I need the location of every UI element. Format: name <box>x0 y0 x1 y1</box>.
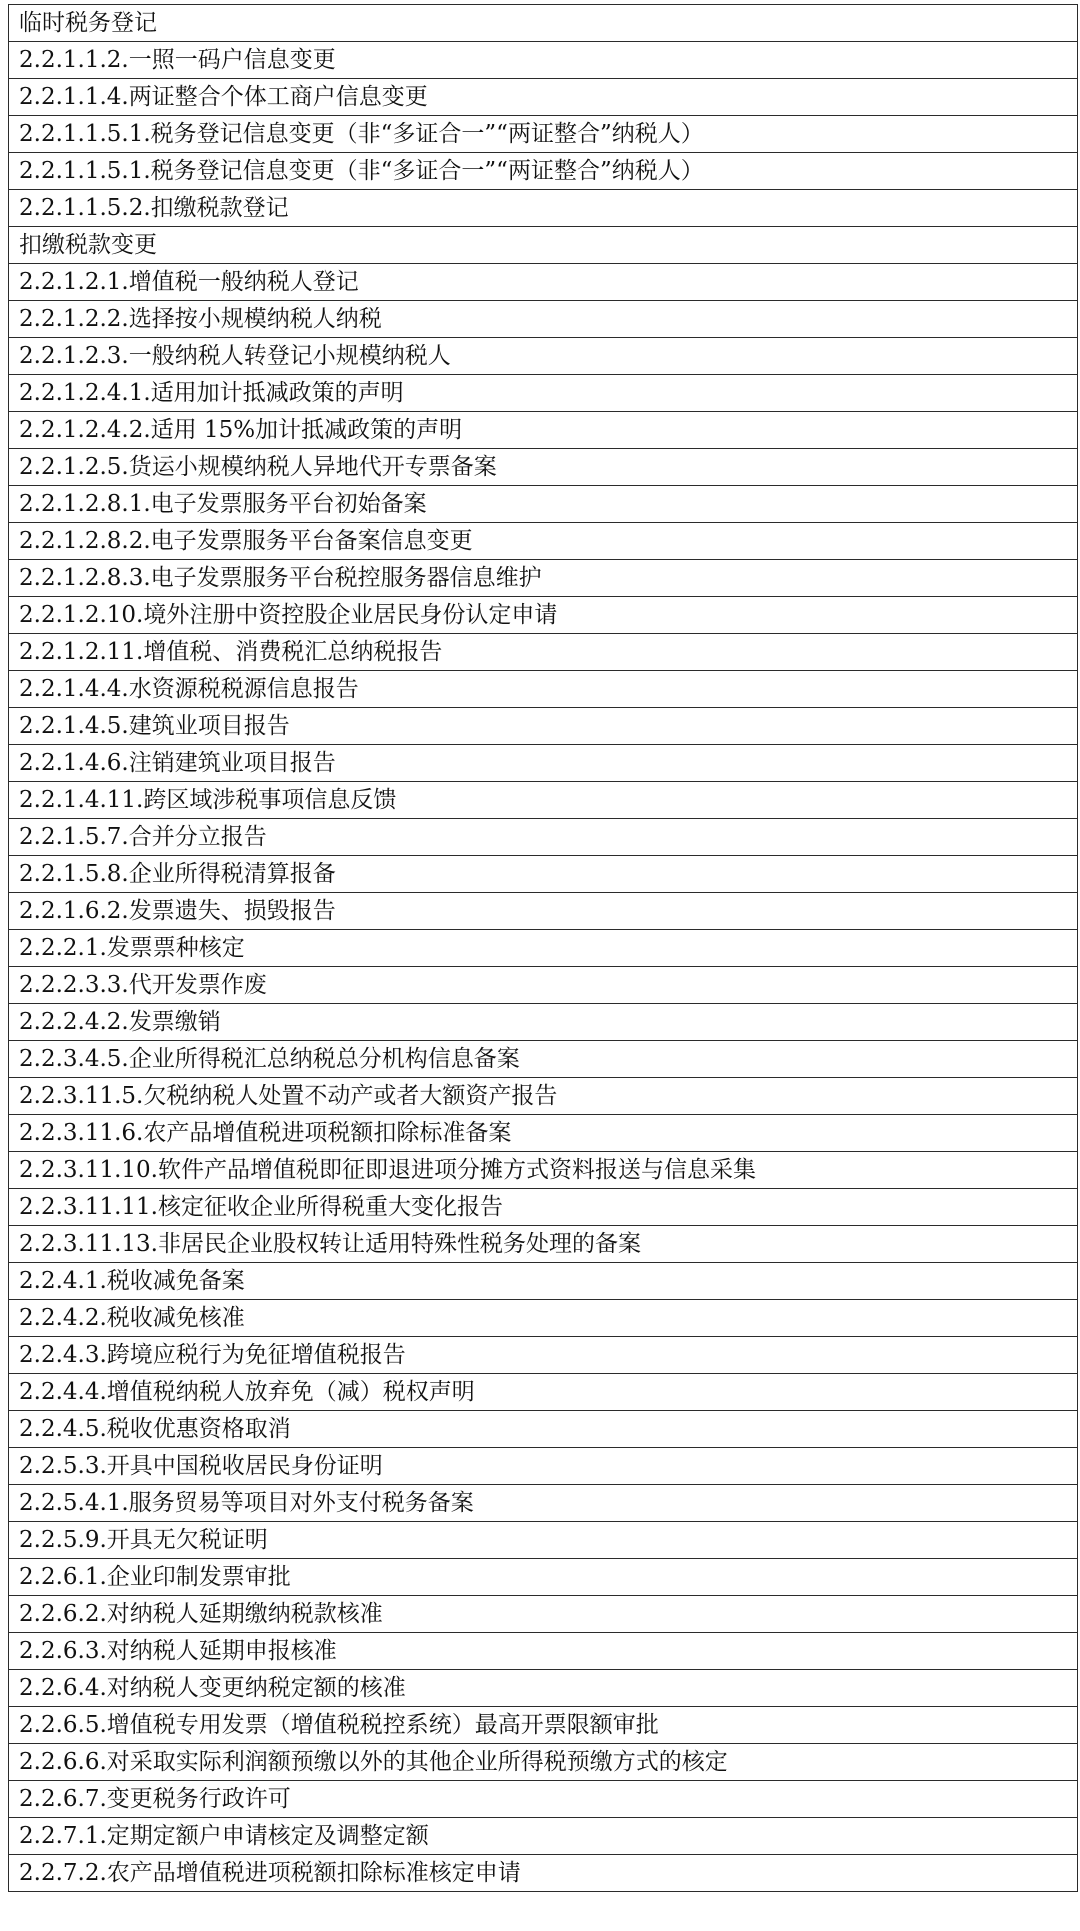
table-cell: 2.2.1.2.1.增值税一般纳税人登记 <box>9 264 1078 301</box>
table-cell: 2.2.1.1.2.一照一码户信息变更 <box>9 42 1078 79</box>
table-row <box>9 1115 1078 1152</box>
table-row <box>9 1152 1078 1189</box>
table-row <box>9 1596 1078 1633</box>
table-cell: 2.2.5.4.1.服务贸易等项目对外支付税务备案 <box>9 1485 1078 1522</box>
table-row <box>9 1300 1078 1337</box>
table-row <box>9 671 1078 708</box>
table-row <box>9 634 1078 671</box>
table-row <box>9 1855 1078 1892</box>
table-row <box>9 1263 1078 1300</box>
table-cell: 2.2.4.2.税收减免核准 <box>9 1300 1078 1337</box>
table-row <box>9 1226 1078 1263</box>
table-cell: 2.2.1.4.6.注销建筑业项目报告 <box>9 745 1078 782</box>
table-cell: 2.2.1.1.5.1.税务登记信息变更（非“多证合一”“两证整合”纳税人） <box>9 116 1078 153</box>
table-cell: 2.2.6.6.对采取实际利润额预缴以外的其他企业所得税预缴方式的核定 <box>9 1744 1078 1781</box>
table-cell: 2.2.1.1.5.1.税务登记信息变更（非“多证合一”“两证整合”纳税人） <box>9 153 1078 190</box>
table-row <box>9 1559 1078 1596</box>
table-cell: 2.2.4.3.跨境应税行为免征增值税报告 <box>9 1337 1078 1374</box>
table-row <box>9 42 1078 79</box>
table-row <box>9 523 1078 560</box>
table-row <box>9 1744 1078 1781</box>
table-row <box>9 1818 1078 1855</box>
table-row <box>9 1041 1078 1078</box>
table-cell: 2.2.1.2.8.1.电子发票服务平台初始备案 <box>9 486 1078 523</box>
table-row <box>9 1485 1078 1522</box>
table-row <box>9 560 1078 597</box>
table-cell: 2.2.4.1.税收减免备案 <box>9 1263 1078 1300</box>
table-cell: 2.2.1.1.5.2.扣缴税款登记 <box>9 190 1078 227</box>
table-cell: 2.2.7.1.定期定额户申请核定及调整定额 <box>9 1818 1078 1855</box>
table-row <box>9 264 1078 301</box>
table-row <box>9 930 1078 967</box>
table-row <box>9 745 1078 782</box>
table-cell: 2.2.1.6.2.发票遗失、损毁报告 <box>9 893 1078 930</box>
table-cell: 2.2.6.7.变更税务行政许可 <box>9 1781 1078 1818</box>
table-cell: 2.2.1.2.3.一般纳税人转登记小规模纳税人 <box>9 338 1078 375</box>
table-row <box>9 412 1078 449</box>
table-cell: 2.2.1.2.8.2.电子发票服务平台备案信息变更 <box>9 523 1078 560</box>
table-cell: 2.2.3.11.5.欠税纳税人处置不动产或者大额资产报告 <box>9 1078 1078 1115</box>
table-cell: 2.2.4.5.税收优惠资格取消 <box>9 1411 1078 1448</box>
table-cell: 2.2.1.2.2.选择按小规模纳税人纳税 <box>9 301 1078 338</box>
table-cell: 2.2.7.2.农产品增值税进项税额扣除标准核定申请 <box>9 1855 1078 1892</box>
table-row <box>9 893 1078 930</box>
table-row <box>9 1078 1078 1115</box>
table-cell: 2.2.1.2.11.增值税、消费税汇总纳税报告 <box>9 634 1078 671</box>
table-cell: 2.2.1.4.5.建筑业项目报告 <box>9 708 1078 745</box>
table-cell: 2.2.1.2.4.2.适用 15%加计抵减政策的声明 <box>9 412 1078 449</box>
table-row <box>9 190 1078 227</box>
table-cell: 2.2.1.5.7.合并分立报告 <box>9 819 1078 856</box>
table-cell: 2.2.1.5.8.企业所得税清算报备 <box>9 856 1078 893</box>
table-cell: 临时税务登记 <box>9 5 1078 42</box>
table-cell: 2.2.1.2.4.1.适用加计抵减政策的声明 <box>9 375 1078 412</box>
table-row <box>9 1670 1078 1707</box>
table-cell: 2.2.1.4.4.水资源税税源信息报告 <box>9 671 1078 708</box>
table-cell: 2.2.1.2.10.境外注册中资控股企业居民身份认定申请 <box>9 597 1078 634</box>
table-row <box>9 597 1078 634</box>
table-row <box>9 967 1078 1004</box>
table-cell: 2.2.3.4.5.企业所得税汇总纳税总分机构信息备案 <box>9 1041 1078 1078</box>
table-row <box>9 1448 1078 1485</box>
table-cell: 2.2.6.1.企业印制发票审批 <box>9 1559 1078 1596</box>
table-cell: 2.2.3.11.11.核定征收企业所得税重大变化报告 <box>9 1189 1078 1226</box>
table-row <box>9 708 1078 745</box>
table-cell: 2.2.5.3.开具中国税收居民身份证明 <box>9 1448 1078 1485</box>
table-cell: 2.2.3.11.6.农产品增值税进项税额扣除标准备案 <box>9 1115 1078 1152</box>
table-row <box>9 153 1078 190</box>
table-row <box>9 1633 1078 1670</box>
table-row <box>9 1374 1078 1411</box>
table-row <box>9 375 1078 412</box>
table-cell: 2.2.6.5.增值税专用发票（增值税税控系统）最高开票限额审批 <box>9 1707 1078 1744</box>
table-cell: 2.2.2.3.3.代开发票作废 <box>9 967 1078 1004</box>
tax-items-table <box>8 4 1078 1892</box>
table-row <box>9 5 1078 42</box>
table-cell: 2.2.1.4.11.跨区域涉税事项信息反馈 <box>9 782 1078 819</box>
table-cell: 2.2.1.2.8.3.电子发票服务平台税控服务器信息维护 <box>9 560 1078 597</box>
table-cell: 2.2.1.1.4.两证整合个体工商户信息变更 <box>9 79 1078 116</box>
table-row <box>9 227 1078 264</box>
table-row <box>9 79 1078 116</box>
table-row <box>9 486 1078 523</box>
table-row <box>9 449 1078 486</box>
table-row <box>9 856 1078 893</box>
table-cell: 2.2.6.3.对纳税人延期申报核准 <box>9 1633 1078 1670</box>
table-row <box>9 1004 1078 1041</box>
table-cell: 2.2.2.4.2.发票缴销 <box>9 1004 1078 1041</box>
table-cell: 2.2.1.2.5.货运小规模纳税人异地代开专票备案 <box>9 449 1078 486</box>
table-cell: 2.2.3.11.13.非居民企业股权转让适用特殊性税务处理的备案 <box>9 1226 1078 1263</box>
table-row <box>9 1781 1078 1818</box>
table-cell: 2.2.6.2.对纳税人延期缴纳税款核准 <box>9 1596 1078 1633</box>
table-body <box>9 5 1078 1892</box>
table-row <box>9 1189 1078 1226</box>
table-row <box>9 1411 1078 1448</box>
table-cell: 2.2.6.4.对纳税人变更纳税定额的核准 <box>9 1670 1078 1707</box>
table-row <box>9 782 1078 819</box>
table-row <box>9 1707 1078 1744</box>
table-row <box>9 819 1078 856</box>
table-cell: 扣缴税款变更 <box>9 227 1078 264</box>
table-cell: 2.2.2.1.发票票种核定 <box>9 930 1078 967</box>
table-row <box>9 1337 1078 1374</box>
table-cell: 2.2.4.4.增值税纳税人放弃免（减）税权声明 <box>9 1374 1078 1411</box>
table-cell: 2.2.3.11.10.软件产品增值税即征即退进项分摊方式资料报送与信息采集 <box>9 1152 1078 1189</box>
table-row <box>9 116 1078 153</box>
table-row <box>9 301 1078 338</box>
table-row <box>9 1522 1078 1559</box>
table-cell: 2.2.5.9.开具无欠税证明 <box>9 1522 1078 1559</box>
table-row <box>9 338 1078 375</box>
